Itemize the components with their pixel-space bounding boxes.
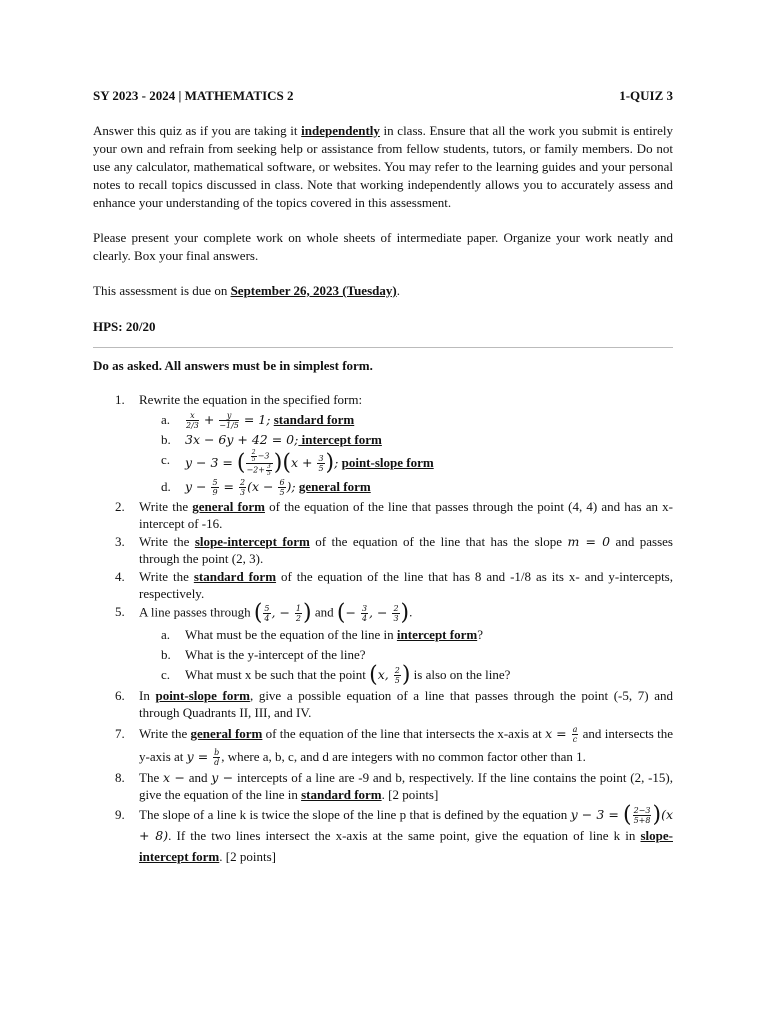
question-2: 2. Write the general form of the equation of the line that passes through the point (4, 4) and has an x-intercept of -16. bbox=[115, 499, 673, 531]
divider bbox=[93, 347, 673, 348]
due-paragraph: This assessment is due on September 26, 2023 (Tuesday). bbox=[93, 283, 400, 298]
question-5b: b. What is the y-intercept of the line? bbox=[161, 647, 366, 662]
question-9: 9. The slope of a line k is twice the slope of the line p that is defined by the equation y − 3 = ( $\frac{2-3}{5+8}$ )(x + 8). If the two lines intersect the x-axis at the same point, give the equation of line k in slope-intercept form. [2 points] bbox=[115, 802, 674, 864]
question-1: 1. Rewrite the equation in the specified form: a. $\frac{x}{2/3}$ + $\frac{y}{-1/5}$ = 1; standard form b. 3x − 6y + 42 = 0; intercept form c. y − 3 = ( $\frac{2}{5}$ −3 −2+ $\frac{3}{5}$ )(x + $\frac{3}{5}$ ); point-slope form d. y − $\frac{5}{9}$ = $\frac{2}{3}$ (x − $\frac{6}{5}$ ); general form bbox=[93, 391, 673, 497]
instruction: Do as asked. All answers must be in simplest form. bbox=[93, 358, 373, 373]
question-5a: a. What must be the equation of the line in intercept form? bbox=[161, 627, 483, 642]
intro-paragraph: Answer this quiz as if you are taking it independently in class. Ensure that all the work you submit is entirely your own and refrain from seeking help or assistance from fellow students, tutors, or family members. Do not use any calculator, mathematical software, or websites. You may refer to the learning guides and your personal notes to recall topics discussed in class. Note that working independently allows you to accurately assess and enhance your understanding of the topics covered in this assessment. bbox=[93, 123, 673, 210]
question-5c: c. What must x be such that the point (x, $\frac{2}{5}$ ) is also on the line? bbox=[161, 662, 511, 688]
question-list bbox=[93, 391, 673, 867]
question-5: 5. A line passes through ( $\frac{5}{4}$ , − $\frac{1}{2}$ ) and (− $\frac{3}{4}$ , − $\frac{2}{3}$ ). a. What must be the equation of the line in intercept form? b. What is the y-intercept of the line? c. What must x be such that the point (x, $\frac{2}{5}$ ) is also on the line? bbox=[93, 603, 673, 686]
question-7: 7. Write the general form of the equation of the line that intersects the x-axis at x = $\frac{a}{c}$ and intersects the y-axis at y = $\frac{b}{d}$ , where a, b, c, and d are integers with no common factor other than 1. bbox=[115, 724, 673, 767]
question-1b: b. 3x − 6y + 42 = 0; intercept form bbox=[161, 432, 382, 447]
course-title: SY 2023 - 2024 | MATHEMATICS 2 bbox=[93, 88, 294, 103]
due-date: September 26, 2023 (Tuesday) bbox=[230, 283, 397, 298]
quiz-title: 1-QUIZ 3 bbox=[619, 88, 673, 103]
hps-score: HPS: 20/20 bbox=[93, 319, 156, 334]
question-6: 6. In point-slope form, give a possible equation of a line that passes through the point (-5, 7) and through Quadrants II, III, and IV. bbox=[115, 687, 673, 720]
quiz-page bbox=[93, 87, 673, 868]
question-1c: c. y − 3 = ( $\frac{2}{5}$ −3 −2+ $\frac{3}{5}$ )(x + $\frac{3}{5}$ ); point-slope form bbox=[161, 449, 434, 477]
present-paragraph: Please present your complete work on whole sheets of intermediate paper. Organize your work neatly and clearly. Box your final answers. bbox=[93, 230, 673, 263]
question-1a: a. $\frac{x}{2/3}$ + $\frac{y}{-1/5}$ = 1; standard form bbox=[161, 411, 355, 430]
question-3: 3. Write the slope-intercept form of the equation of the line that has the slope m = 0 and passes through the point (2, 3). bbox=[115, 534, 673, 566]
question-1d: d. y − $\frac{5}{9}$ = $\frac{2}{3}$ (x − $\frac{6}{5}$ ); general form bbox=[161, 478, 371, 497]
question-4: 4. Write the standard form of the equation of the line that has 8 and -1/8 as its x- and y-intercepts, respectively. bbox=[115, 569, 673, 601]
question-8: 8. The x − and y − intercepts of a line are -9 and b, respectively. If the line contains the point (2, -15), give the equation of the line in standard form. [2 points] bbox=[115, 769, 673, 802]
header bbox=[93, 87, 673, 104]
